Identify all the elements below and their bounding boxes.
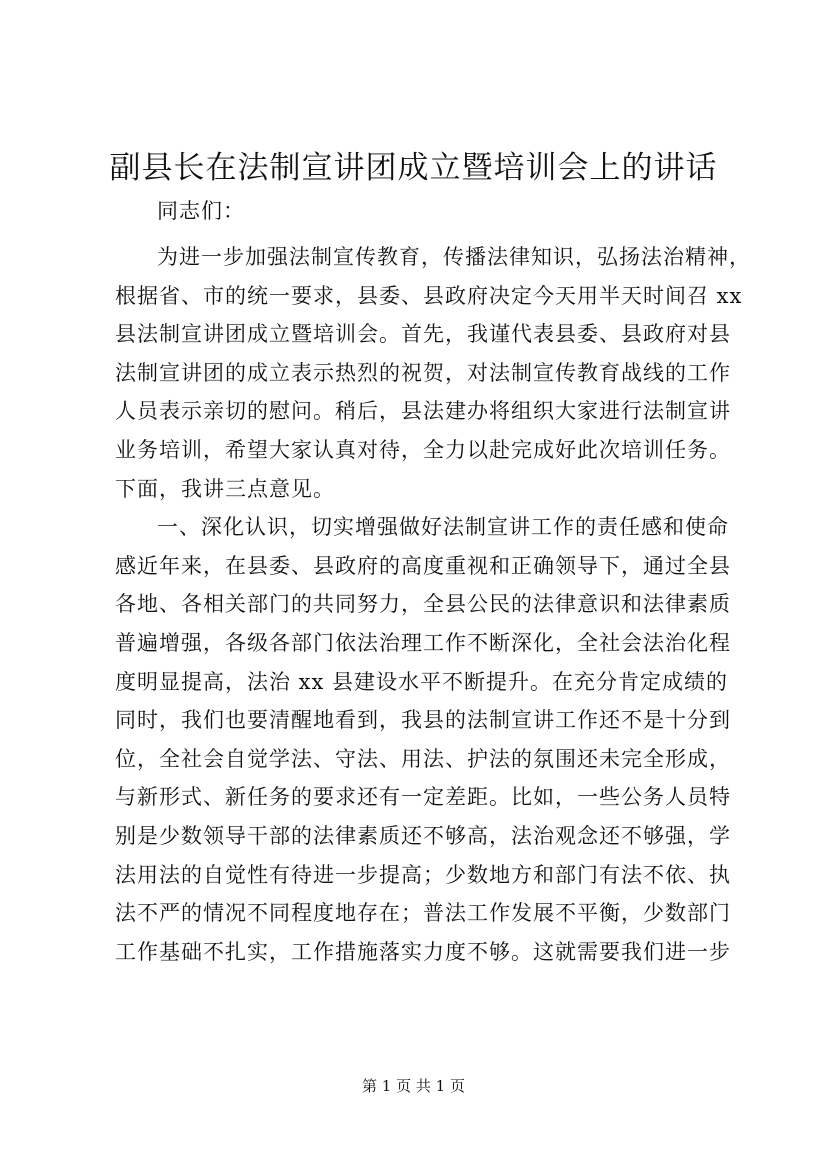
body-line: 别是少数领导干部的法律素质还不够高，法治观念还不够强，学 — [115, 823, 731, 848]
body-line: 人员表示亲切的慰问。稍后，县法建办将组织大家进行法制宣讲 — [115, 399, 731, 424]
body-line: 为进一步加强法制宣传教育，传播法律知识，弘扬法治精神， — [157, 245, 751, 269]
body-line: 法不严的情况不同程度地存在；普法工作发展不平衡，少数部门 — [115, 901, 731, 926]
document-body — [115, 238, 751, 971]
body-line: 根据省、市的统一要求，县委、县政府决定今天用半天时间召 xx — [115, 283, 743, 308]
body-line: 普遍增强，各级各部门依法治理工作不断深化，全社会法治化程 — [115, 630, 731, 655]
body-line: 位，全社会自觉学法、守法、用法、护法的氛围还未完全形成， — [115, 746, 731, 771]
body-line: 度明显提高，法治 xx 县建设水平不断提升。在充分肯定成绩的 — [115, 669, 729, 694]
body-line: 县法制宣讲团成立暨培训会。首先，我谨代表县委、县政府对县 — [115, 322, 731, 347]
document-title: 副县长在法制宣讲团成立暨培训会上的讲话 — [109, 150, 718, 186]
body-line: 法制宣讲团的成立表示热烈的祝贺，对法制宣传教育战线的工作 — [115, 360, 731, 385]
body-line: 工作基础不扎实，工作措施落实力度不够。这就需要我们进一步 — [115, 939, 731, 964]
body-line: 与新形式、新任务的要求还有一定差距。比如，一些公务人员特 — [115, 785, 731, 810]
body-line: 感近年来，在县委、县政府的高度重视和正确领导下，通过全县 — [115, 553, 731, 578]
body-line: 下面，我讲三点意见。 — [115, 476, 335, 501]
body-line: 同时，我们也要清醒地看到，我县的法制宣讲工作还不是十分到 — [115, 708, 731, 733]
body-line: 法用法的自觉性有待进一步提高；少数地方和部门有法不依、执 — [115, 862, 731, 887]
greeting: 同志们： — [157, 199, 245, 223]
page-footer: 第 1 页 共 1 页 — [362, 1077, 465, 1095]
body-line: 业务培训，希望大家认真对待，全力以赴完成好此次培训任务。 — [115, 437, 731, 462]
body-line: 各地、各相关部门的共同努力，全县公民的法律意识和法律素质 — [115, 592, 731, 617]
body-line: 一、深化认识，切实增强做好法制宣讲工作的责任感和使命 — [157, 515, 729, 540]
